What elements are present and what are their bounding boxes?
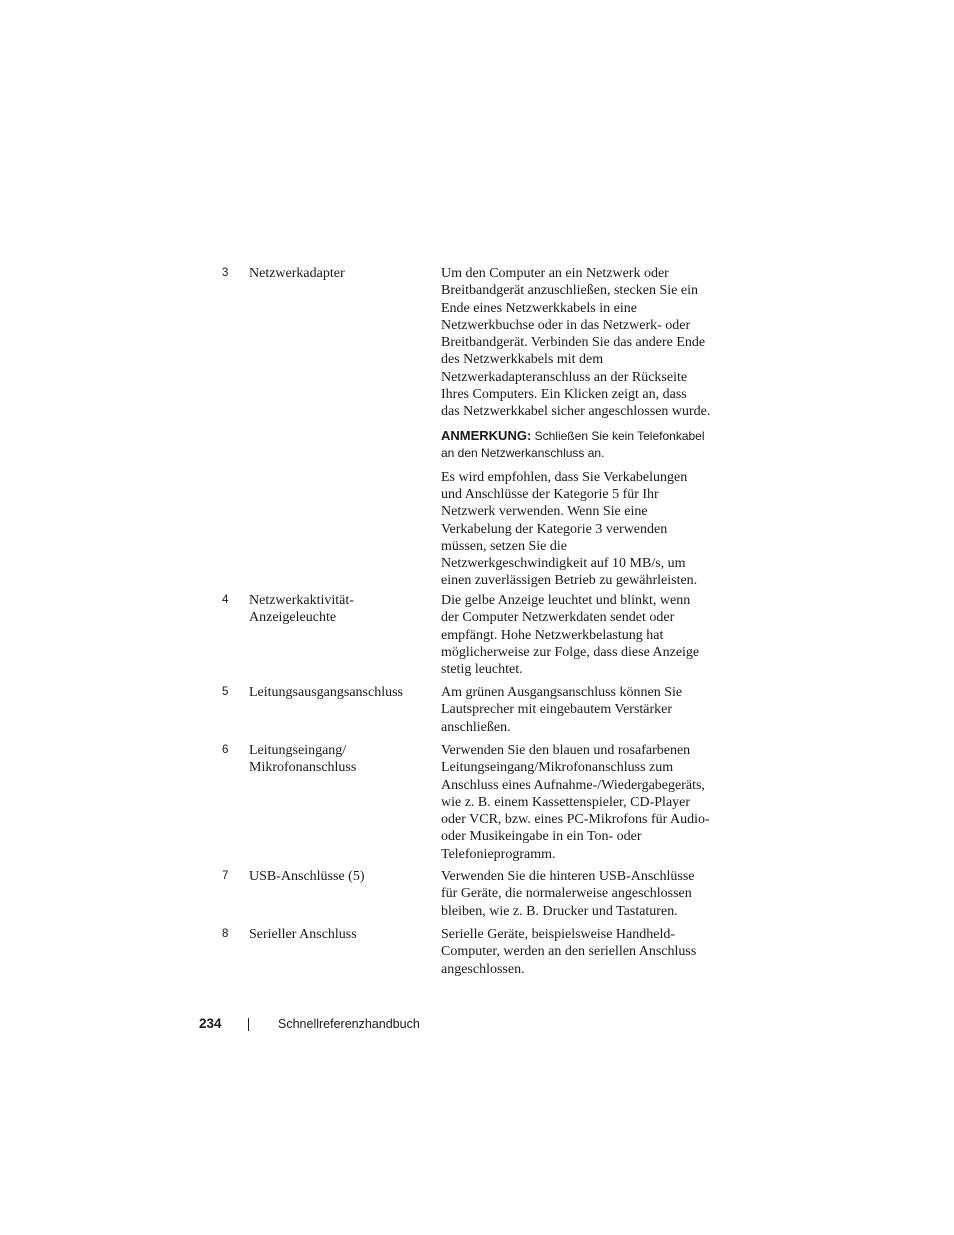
item-description: Verwenden Sie den blauen und rosafarbenen Leitungseingang/Mikrofonanschluss zum Anschluss eines Aufnahme-/Wiedergabegeräts, wie z. B. einem Kassettenspieler, CD-Player oder VCR, bzw. eines PC-Mikrofons für Audio- oder Musikeingabe in ein Ton- oder Telefonieprogramm.: [441, 743, 710, 862]
item-number: 5: [222, 686, 229, 698]
item-description: Serielle Geräte, beispielsweise Handheld- Computer, werden an den seriellen Anschluss angeschlossen.: [441, 927, 697, 977]
item-number: 7: [222, 870, 229, 882]
item-name: Leitungsausgangsanschluss: [249, 685, 403, 700]
description-paragraph: Um den Computer an ein Netzwerk oder Breitbandgerät anzuschließen, stecken Sie ein Ende eines Netzwerkkabels in eine Netzwerkbuchse oder in das Netzwerk- oder Breitbandgerät. Verbinden Sie das andere Ende des Netzwerkkabels mit dem Netzwerkadapteranschluss an der Rückseite Ihres Computers. Ein Klicken zeigt an, dass das Netzwerkkabel sicher angeschlossen wurde.: [441, 266, 711, 420]
item-number: 6: [222, 744, 229, 756]
note-label: ANMERKUNG:: [441, 427, 532, 443]
footer-divider: [248, 1018, 249, 1031]
footer-title: Schnellreferenzhandbuch: [278, 1017, 420, 1031]
description-paragraph: Es wird empfohlen, dass Sie Verkabelungen und Anschlüsse der Kategorie 5 für Ihr Netzwerk verwenden. Wenn Sie eine Verkabelung der Kategorie 3 verwenden müssen, setzen Sie die Netzwerkgeschwindigkeit auf 10 MB/s, um einen zuverlässigen Betrieb zu gewährleisten.: [441, 469, 698, 589]
item-description: Am grünen Ausgangsanschluss können Sie Lautsprecher mit eingebautem Verstärker anschließen.: [441, 685, 683, 735]
item-name: USB-Anschlüsse (5): [249, 869, 365, 884]
item-number: 8: [222, 928, 229, 940]
note-block: ANMERKUNG: Schließen Sie kein Telefonkabel an den Netzwerkanschluss an.: [441, 427, 705, 461]
item-name: Serieller Anschluss: [249, 927, 357, 942]
item-description: Verwenden Sie die hinteren USB-Anschlüsse für Geräte, die normalerweise angeschlossen bleiben, wie z. B. Drucker und Tastaturen.: [441, 869, 695, 919]
item-number: 3: [222, 267, 229, 279]
item-number: 4: [222, 594, 229, 606]
page-number: 234: [199, 1016, 222, 1031]
item-name: Netzwerkaktivität- Anzeigeleuchte: [249, 593, 354, 626]
item-description: Die gelbe Anzeige leuchtet und blinkt, wenn der Computer Netzwerkdaten sendet oder empfängt. Hohe Netzwerkbelastung hat möglicherweise zur Folge, dass diese Anzeige stetig leuchtet.: [441, 593, 700, 678]
item-description: [441, 265, 721, 590]
item-name: Leitungseingang/ Mikrofonanschluss: [249, 743, 357, 776]
item-name: Netzwerkadapter: [249, 266, 345, 281]
